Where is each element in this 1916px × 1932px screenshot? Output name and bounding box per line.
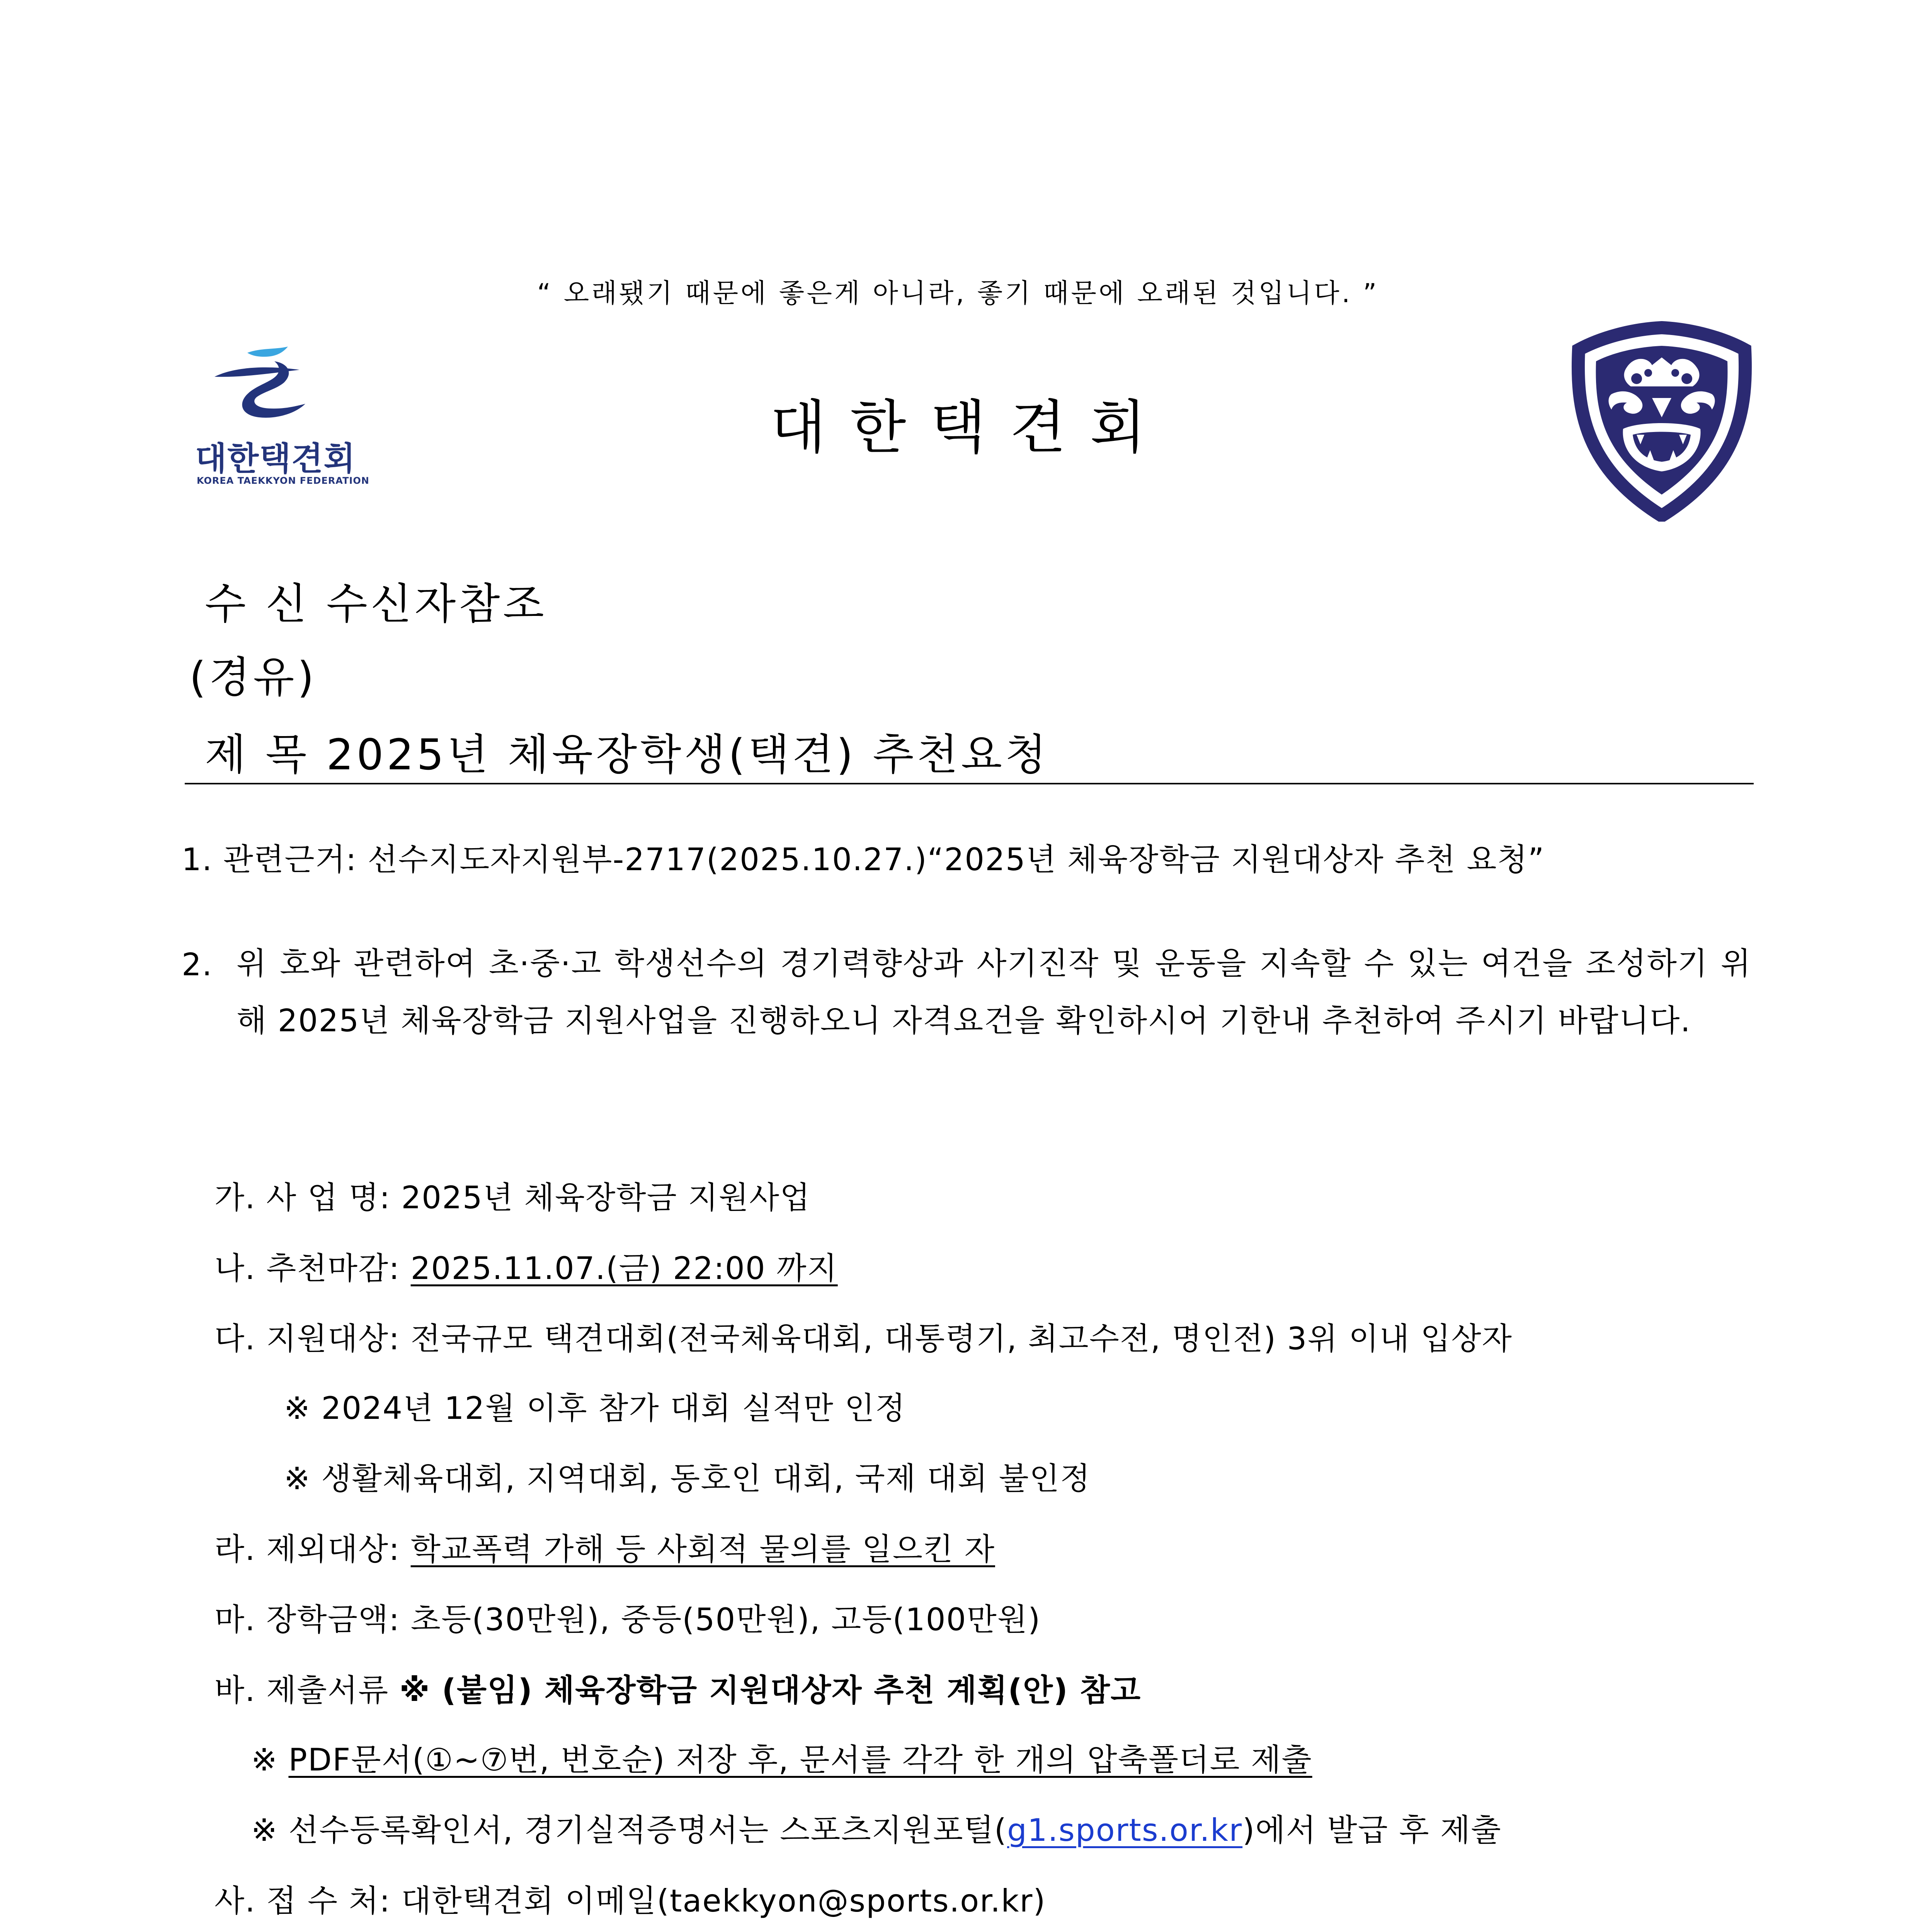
item-da-value: 전국규모 택견대회(전국체육대회, 대통령기, 최고수전, 명인전) 3위 이내 입상자 bbox=[410, 1321, 1513, 1357]
item-ma bbox=[214, 1595, 1041, 1639]
item-ba-note-2-post: )에서 발급 후 제출 bbox=[1242, 1812, 1502, 1848]
item-2-paragraph: 위 호와 관련하여 초·중·고 학생선수의 경기력향상과 사기진작 및 운동을 지속할 수 있는 여건을 조성하기 위해 2025년 체육장학금 지원사업을 진행하오니 자격요건을 확인하시어 기한내 추천하여 주시기 바랍니다. bbox=[237, 946, 1751, 1039]
item-na-value: 2025.11.07.(금) 22:00 까지 bbox=[410, 1250, 838, 1286]
item-ma-label: 마. 장학금액: bbox=[214, 1602, 400, 1638]
item-ma-value: 초등(30만원), 중등(50만원), 고등(100만원) bbox=[410, 1602, 1041, 1638]
header-divider bbox=[185, 783, 1754, 784]
item-ba-note-1-mark: ※ bbox=[251, 1742, 278, 1778]
subject-label: 제 목 bbox=[205, 730, 310, 779]
shield-emblem bbox=[1569, 321, 1754, 523]
item-da-note-2: ※ 생활체육대회, 지역대회, 동호인 대회, 국제 대회 불인정 bbox=[284, 1461, 1091, 1497]
subject-value: 2025년 체육장학생(택견) 추천요청 bbox=[326, 730, 1050, 779]
item-ba bbox=[214, 1665, 1141, 1710]
org-title: 대한택견회 bbox=[770, 394, 1170, 461]
item-ba-note-1-text: PDF문서(①~⑦번, 번호순) 저장 후, 문서를 각각 한 개의 압축폴더로 제출 bbox=[288, 1742, 1312, 1778]
item-ba-note-1 bbox=[251, 1735, 1312, 1779]
federation-logo-english-name: KOREA TAEKKYON FEDERATION bbox=[197, 475, 369, 486]
item-ga bbox=[214, 1173, 811, 1217]
item-ga-label: 가. 사 업 명: bbox=[214, 1180, 391, 1216]
item-ba-note-2 bbox=[251, 1805, 1502, 1850]
subject-line bbox=[205, 721, 1049, 782]
item-2-number: 2. bbox=[182, 947, 213, 983]
item-ra-value: 학교폭력 가해 등 사회적 물의를 일으킨 자 bbox=[410, 1531, 995, 1567]
via-line: (경유) bbox=[189, 653, 317, 702]
item-ra bbox=[214, 1524, 995, 1569]
recipient-value: 수신자참조 bbox=[326, 579, 547, 629]
mask-shield-icon bbox=[1569, 321, 1754, 522]
item-da-label: 다. 지원대상: bbox=[214, 1321, 400, 1357]
item-na-label: 나. 추천마감: bbox=[214, 1250, 400, 1286]
item-1-basis: 1. 관련근거: 선수지도자지원부-2717(2025.10.27.)“2025년 체육장학금 지원대상자 추천 요청” bbox=[182, 842, 1545, 878]
item-da bbox=[214, 1314, 1513, 1358]
item-ba-note-2-pre: ※ 선수등록확인서, 경기실적증명서는 스포츠지원포털( bbox=[251, 1812, 1007, 1848]
item-sa-value: 대한택견회 이메일(taekkyon@sports.or.kr) bbox=[401, 1883, 1046, 1919]
item-ra-label: 라. 제외대상: bbox=[214, 1531, 400, 1567]
recipient-label: 수 신 bbox=[205, 579, 310, 629]
item-ba-value: ※ (붙임) 체육장학금 지원대상자 추천 계획(안) 참고 bbox=[399, 1672, 1142, 1708]
recipient-line bbox=[205, 570, 547, 631]
federation-logo-korean-name: 대한택견회 bbox=[195, 440, 356, 478]
motto-text: “ 오래됐기 때문에 좋은게 아니라, 좋기 때문에 오래된 것입니다. ” bbox=[537, 278, 1379, 309]
item-da-note-1: ※ 2024년 12월 이후 참가 대회 실적만 인정 bbox=[284, 1390, 906, 1426]
item-na bbox=[214, 1243, 838, 1288]
item-ba-label: 바. 제출서류 bbox=[214, 1672, 389, 1708]
item-sa-label: 사. 접 수 처: bbox=[214, 1883, 391, 1919]
item-sa bbox=[214, 1876, 1046, 1920]
sports-portal-link[interactable]: g1.sports.or.kr bbox=[1007, 1812, 1243, 1848]
item-ga-value: 2025년 체육장학금 지원사업 bbox=[401, 1180, 811, 1216]
